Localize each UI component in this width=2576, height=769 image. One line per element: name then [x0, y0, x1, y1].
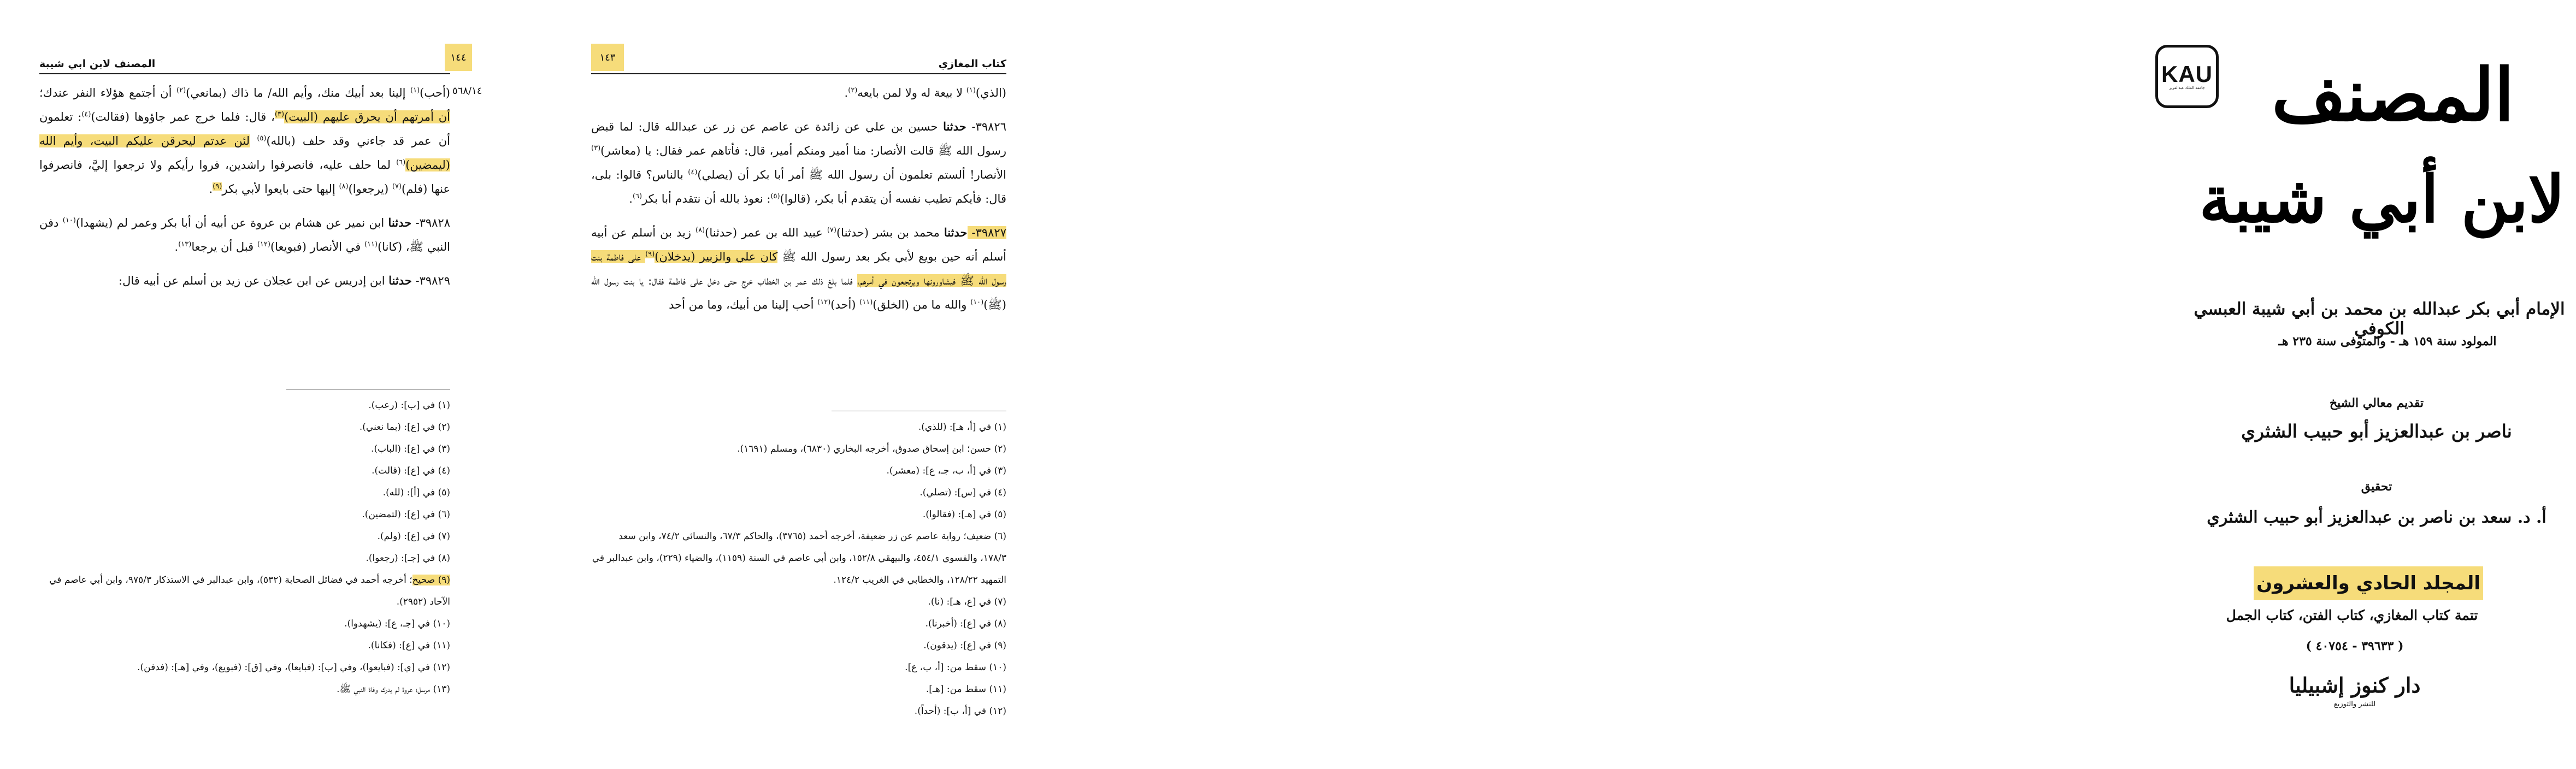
text-run: عبيد الله بن عمر (حدثنا) — [705, 226, 827, 239]
middle-page-paragraph — [591, 221, 1006, 317]
footnote-ref: (٤) — [688, 168, 698, 176]
text-run: . — [629, 192, 633, 205]
text-run: (٨) في [جـ]: (رجعوا). — [366, 553, 450, 564]
footnote-ref: (٩) — [645, 250, 655, 258]
footnote-ref: (٧) — [827, 226, 836, 234]
text-run: أن أجتمع هؤلاء النفر عندك؛ — [39, 86, 176, 99]
text-run: ٣٩٨٢٦- — [966, 120, 1006, 133]
middle-page-number: ١٤٣ — [591, 44, 624, 71]
text-run: (٩) في [ع]: (يدقون). — [923, 640, 1006, 651]
cover-title-line2: لابن أبي شيبة — [2199, 161, 2565, 237]
text-run: (٢) في [ع]: (بما نعني). — [359, 422, 450, 433]
text-run: (٥) في [أ]: (لله). — [382, 487, 450, 498]
middle-page-header — [591, 43, 1006, 74]
footnote — [39, 504, 450, 525]
footnote — [39, 438, 450, 460]
left-page-paragraph — [39, 211, 450, 259]
text-run: . — [174, 240, 179, 253]
text-run: (أحب) — [420, 86, 450, 99]
footnote — [591, 525, 1006, 591]
text-run: (١٢) في [أ، ب]: (أحداً). — [914, 706, 1006, 717]
text-run: : تعلمون أن عمر قد جاءني وقد حلف (بالله) — [39, 110, 450, 147]
cover-author: الإمام أبي بكر عبدالله بن محمد بن أبي شيبة العبسي الكوفي — [2194, 299, 2565, 339]
text-run: إلينا بعد أبيك منك، وأيم الله/ ما ذاك (بمانعي) — [186, 86, 411, 99]
text-run — [250, 134, 257, 147]
left-page-number: ١٤٤ — [445, 44, 472, 71]
left-page-footnotes — [39, 394, 450, 700]
text-run: (١٣) مرسل؛ عروة لم يدرك وفاة النبي ﷺ. — [337, 684, 450, 695]
text-run: لا بيعة له ولا لمن بايعه — [857, 86, 966, 99]
cover-intro-name: ناصر بن عبدالعزيز أبو حبيب الشثري — [2241, 421, 2512, 442]
footnote-ref: (١٢) — [257, 240, 270, 249]
text-run: ابن إدريس عن ابن عجلان عن زيد بن أسلم عن أبيه قال: — [119, 274, 389, 287]
middle-page — [585, 0, 1022, 769]
text-run: . — [844, 86, 848, 99]
footnote — [39, 635, 450, 656]
left-page-paragraph — [39, 81, 450, 201]
text-run: قبل أن يرجعا — [191, 240, 257, 253]
highlighted-text: لئن عدتم ليحرقن عليكم البيت، وأيم الله (ليمضين) — [39, 134, 450, 171]
footnote-ref: (٤) — [81, 110, 91, 119]
footnote-ref: (٥) — [770, 192, 780, 200]
text-run: والله ما من (الخلق) — [873, 298, 971, 311]
cover-editor-name: أ. د. سعد بن ناصر بن عبدالعزيز أبو حبيب الشثري — [2207, 508, 2546, 527]
footnote-ref: (٦) — [632, 192, 642, 200]
footnote-ref: (٣) — [274, 110, 285, 119]
highlighted-text: (٩) صحيح — [412, 575, 450, 585]
footnote-ref: (١٠) — [62, 216, 76, 224]
text-run: بالناس؟ قالوا: بلى، قال: فأيكم تطيب نفسه أن يتقدم أبا بكر، (قالوا) — [591, 168, 1006, 205]
cover-title-line1: المصنف — [2271, 53, 2515, 138]
text-run: ٣٩٨٢٩- — [411, 274, 450, 287]
publisher-subtext: للنشر والتوزيع — [2333, 700, 2376, 708]
footnote — [591, 591, 1006, 613]
footnote — [39, 613, 450, 635]
text-run: (٧) في [ع، هـ]: (نا). — [928, 596, 1006, 607]
text-run: ؛ أخرجه أحمد في فضائل الصحابة (٥٣٢)، وابن عبدالبر في الاستذكار ٩٧٥/٣، وابن أبي عاصم في الآحاد (٢٩٥٢). — [49, 575, 450, 607]
footnote-ref: (٩) — [213, 182, 222, 191]
footnote — [591, 438, 1006, 460]
footnote-ref: (٣) — [591, 144, 601, 152]
text-run: ، قال: فلما خرج عمر جاؤوها (فقالت) — [91, 110, 275, 123]
highlighted-text: كان علي والزبير (يدخلان) — [655, 250, 778, 263]
footnote-ref: (٧) — [392, 182, 402, 191]
left-page-body — [39, 81, 450, 303]
footnote — [591, 613, 1006, 635]
cover-volume: المجلد الحادي والعشرون — [2254, 566, 2483, 600]
text-run: زيد بن أسلم عن أبيه أسلم أنه حين بويع لأبي بكر بعد رسول الله ﷺ — [591, 226, 1007, 263]
text-run: (٣) في [أ، ب، جـ، ع]: (معشر). — [886, 465, 1006, 476]
footnote — [591, 416, 1006, 438]
left-page-header-title: المصنف لابن ابي شيبة — [39, 58, 156, 70]
text-run: حدثنا — [388, 216, 412, 229]
highlighted-text: ٣٩٨٢٧- — [967, 226, 1006, 239]
text-run: (٣) في [ع]: (الباب). — [371, 443, 450, 454]
footnote — [39, 678, 450, 700]
text-run: (١١) في [ع]: (فكانا). — [368, 640, 450, 651]
text-run: (١٢) في [ي]: (فبايعوا)، وفي [ب]: (فبايعا)، وفي [ق]: (فبويع)، وفي [هـ]: (فدفن). — [137, 662, 450, 673]
text-run: (٢) حسن؛ ابن إسحاق صدوق، أخرجه البخاري (٦٨٣٠)، ومسلم (١٦٩١). — [737, 443, 1006, 454]
text-run: حدثنا — [388, 274, 412, 287]
footnote — [591, 656, 1006, 678]
text-run: (٥) في [هـ]: (فقالوا). — [922, 509, 1006, 520]
text-run: حدثنا — [944, 226, 968, 239]
cover-dates: المولود سنة ١٥٩ هـ - والمتوفى سنة ٢٣٥ هـ — [2278, 334, 2497, 348]
footnote-ref: (٨) — [339, 182, 349, 191]
footnote — [39, 569, 450, 613]
publisher-logo: دار كنوز إشبيليا — [2289, 673, 2421, 697]
text-run: : نعوذ بالله أن نتقدم أبا بكر — [642, 192, 771, 205]
text-run: (٦) في [ع]: (لتمضين). — [362, 509, 450, 520]
text-run: (٧) في [ع]: (ولم). — [377, 531, 450, 542]
text-run: (١٠) سقط من: [أ، ب، ع]. — [905, 662, 1006, 673]
footnote-ref: (١٢) — [817, 298, 831, 306]
middle-page-body — [591, 81, 1006, 327]
footnote — [39, 656, 450, 678]
footnote — [39, 416, 450, 438]
cover-contents: تتمة كتاب المغازي، كتاب الفتن، كتاب الجمل — [2226, 607, 2478, 623]
text-run: (١) في [ب]: (رعب). — [368, 400, 450, 411]
logo-text: KAU — [2161, 61, 2213, 87]
left-page-header — [39, 43, 467, 74]
footnote — [591, 700, 1006, 722]
footnote-ref: (١١) — [859, 298, 873, 306]
footnote-ref: (١١) — [364, 240, 378, 249]
footnote — [39, 394, 450, 416]
footnote — [591, 504, 1006, 525]
left-page — [0, 0, 482, 769]
text-run: محمد بن بشر (حدثنا) — [836, 226, 944, 239]
footnote-ref: (٨) — [695, 226, 705, 234]
text-run: (٨) في [ع]: (أخبرنا). — [925, 618, 1006, 629]
logo-subtext: جامعة الملك عبدالعزيز — [2169, 85, 2205, 90]
text-run: ابن نمير عن هشام بن عروة عن أبيه أن أبا بكر وعمر لم (يشهدا) — [75, 216, 388, 229]
text-run: (يرجعوا) — [348, 182, 392, 196]
text-run: الأنصار! ألستم تعلمون أن رسول الله ﷺ أمر أبا بكر أن (يصلي) — [697, 168, 1007, 181]
middle-page-header-title: كتاب المغازي — [938, 58, 1006, 70]
text-run: أحب إلينا من أبيك، وما من أحد — [669, 298, 818, 311]
footnote — [591, 678, 1006, 700]
highlighted-text: أن أمرتهم أن يحرق عليهم (البيت) — [284, 110, 450, 123]
text-run: (٤) في [س]: (تصلي). — [919, 487, 1006, 498]
middle-page-paragraph — [591, 115, 1006, 211]
footnote — [39, 525, 450, 547]
text-run: (١٠) في [جـ، ع]: (يشهدوا). — [344, 618, 450, 629]
footnote — [39, 547, 450, 569]
footnote-ref: (٦) — [396, 158, 406, 167]
footnote-ref: (٢) — [176, 86, 186, 94]
footnote-ref: (١) — [966, 86, 976, 94]
footnote-ref: (٢) — [848, 86, 858, 94]
left-page-volume-marker: ٥٦٨/١٤ — [452, 85, 482, 97]
footnote — [591, 482, 1006, 504]
text-run: دفن النبي ﷺ، (كانا) — [39, 216, 450, 253]
text-run: لما حلف عليه، فانصرفوا راشدين، فروا رأيكم ولا ترجعوا إليَّ، فانصرفوا عنها (فلم) — [39, 158, 450, 196]
left-page-paragraph — [39, 269, 450, 293]
text-run: . — [209, 182, 213, 196]
footnote — [39, 460, 450, 482]
text-run: (الذي) — [975, 86, 1006, 99]
text-run: في الأنصار (فبويعا) — [270, 240, 364, 253]
text-run: حسين بن علي عن زائدة عن عاصم عن زر عن عبدالله قال: لما قبض رسول الله ﷺ قالت الأنصار: منا أمير ومنكم أمير، قال: فأتاهم عمر فقال: يا (معاشر) — [591, 120, 1006, 157]
text-run: (أحد) — [830, 298, 860, 311]
cover-range: ( ٣٩٦٣٣ - ٤٠٧٥٤ ) — [2306, 639, 2404, 653]
text-run: (٤) في [ع]: (قالت). — [372, 465, 450, 476]
footnote — [591, 635, 1006, 656]
text-run: (١١) سقط من: [هـ]. — [926, 684, 1006, 695]
text-run: إليها حتى بايعوا لأبي بكر — [222, 182, 339, 196]
middle-page-footnotes — [591, 416, 1006, 722]
cover-intro-label: تقديم معالي الشيخ — [2329, 396, 2424, 410]
footnote — [591, 460, 1006, 482]
text-run: ٣٩٨٢٨- — [411, 216, 450, 229]
cover-editor-label: تحقيق — [2361, 480, 2392, 494]
footnote-ref: (١٣) — [178, 240, 192, 249]
book-cover — [1060, 0, 2565, 769]
text-run: (١) في [أ، هـ]: (للذي). — [918, 422, 1006, 433]
highlighted-text: على فاطمة بنت رسول الله ﷺ فيشاورونها ويرتجعون في أمرهم، — [591, 250, 1006, 287]
footnote-ref: (٥) — [257, 134, 267, 143]
text-run: (٦) ضعيف؛ رواية عاصم عن زر ضعيفة، أخرجه أحمد (٣٧٦٥)، والحاكم ٦٧/٣، والنسائي ٧٤/٢، وابن سعد ١٧٨/٣، والفسوي ٤٥٤/١، والبيهقي ١٥٢/٨، وابن أبي عاصم في السنة (١١٥٩)، والضياء (٢٢٩)، وابن عبدالبر في التمهيد ١٢٨/٢٢، والخطابي في الغريب ١٢٤/٢. — [592, 531, 1006, 585]
text-run: فلما بلغ ذلك عمر بن الخطاب خرج حتى دخل على فاطمة فقال: يا بنت رسول الله (ﷺ) — [591, 274, 1006, 311]
middle-page-paragraph — [591, 81, 1006, 105]
footnote — [39, 482, 450, 504]
text-run: حدثنا — [943, 120, 966, 133]
footnote-ref: (١٠) — [970, 298, 984, 306]
university-logo — [2155, 45, 2219, 108]
footnote-ref: (١) — [410, 86, 420, 94]
